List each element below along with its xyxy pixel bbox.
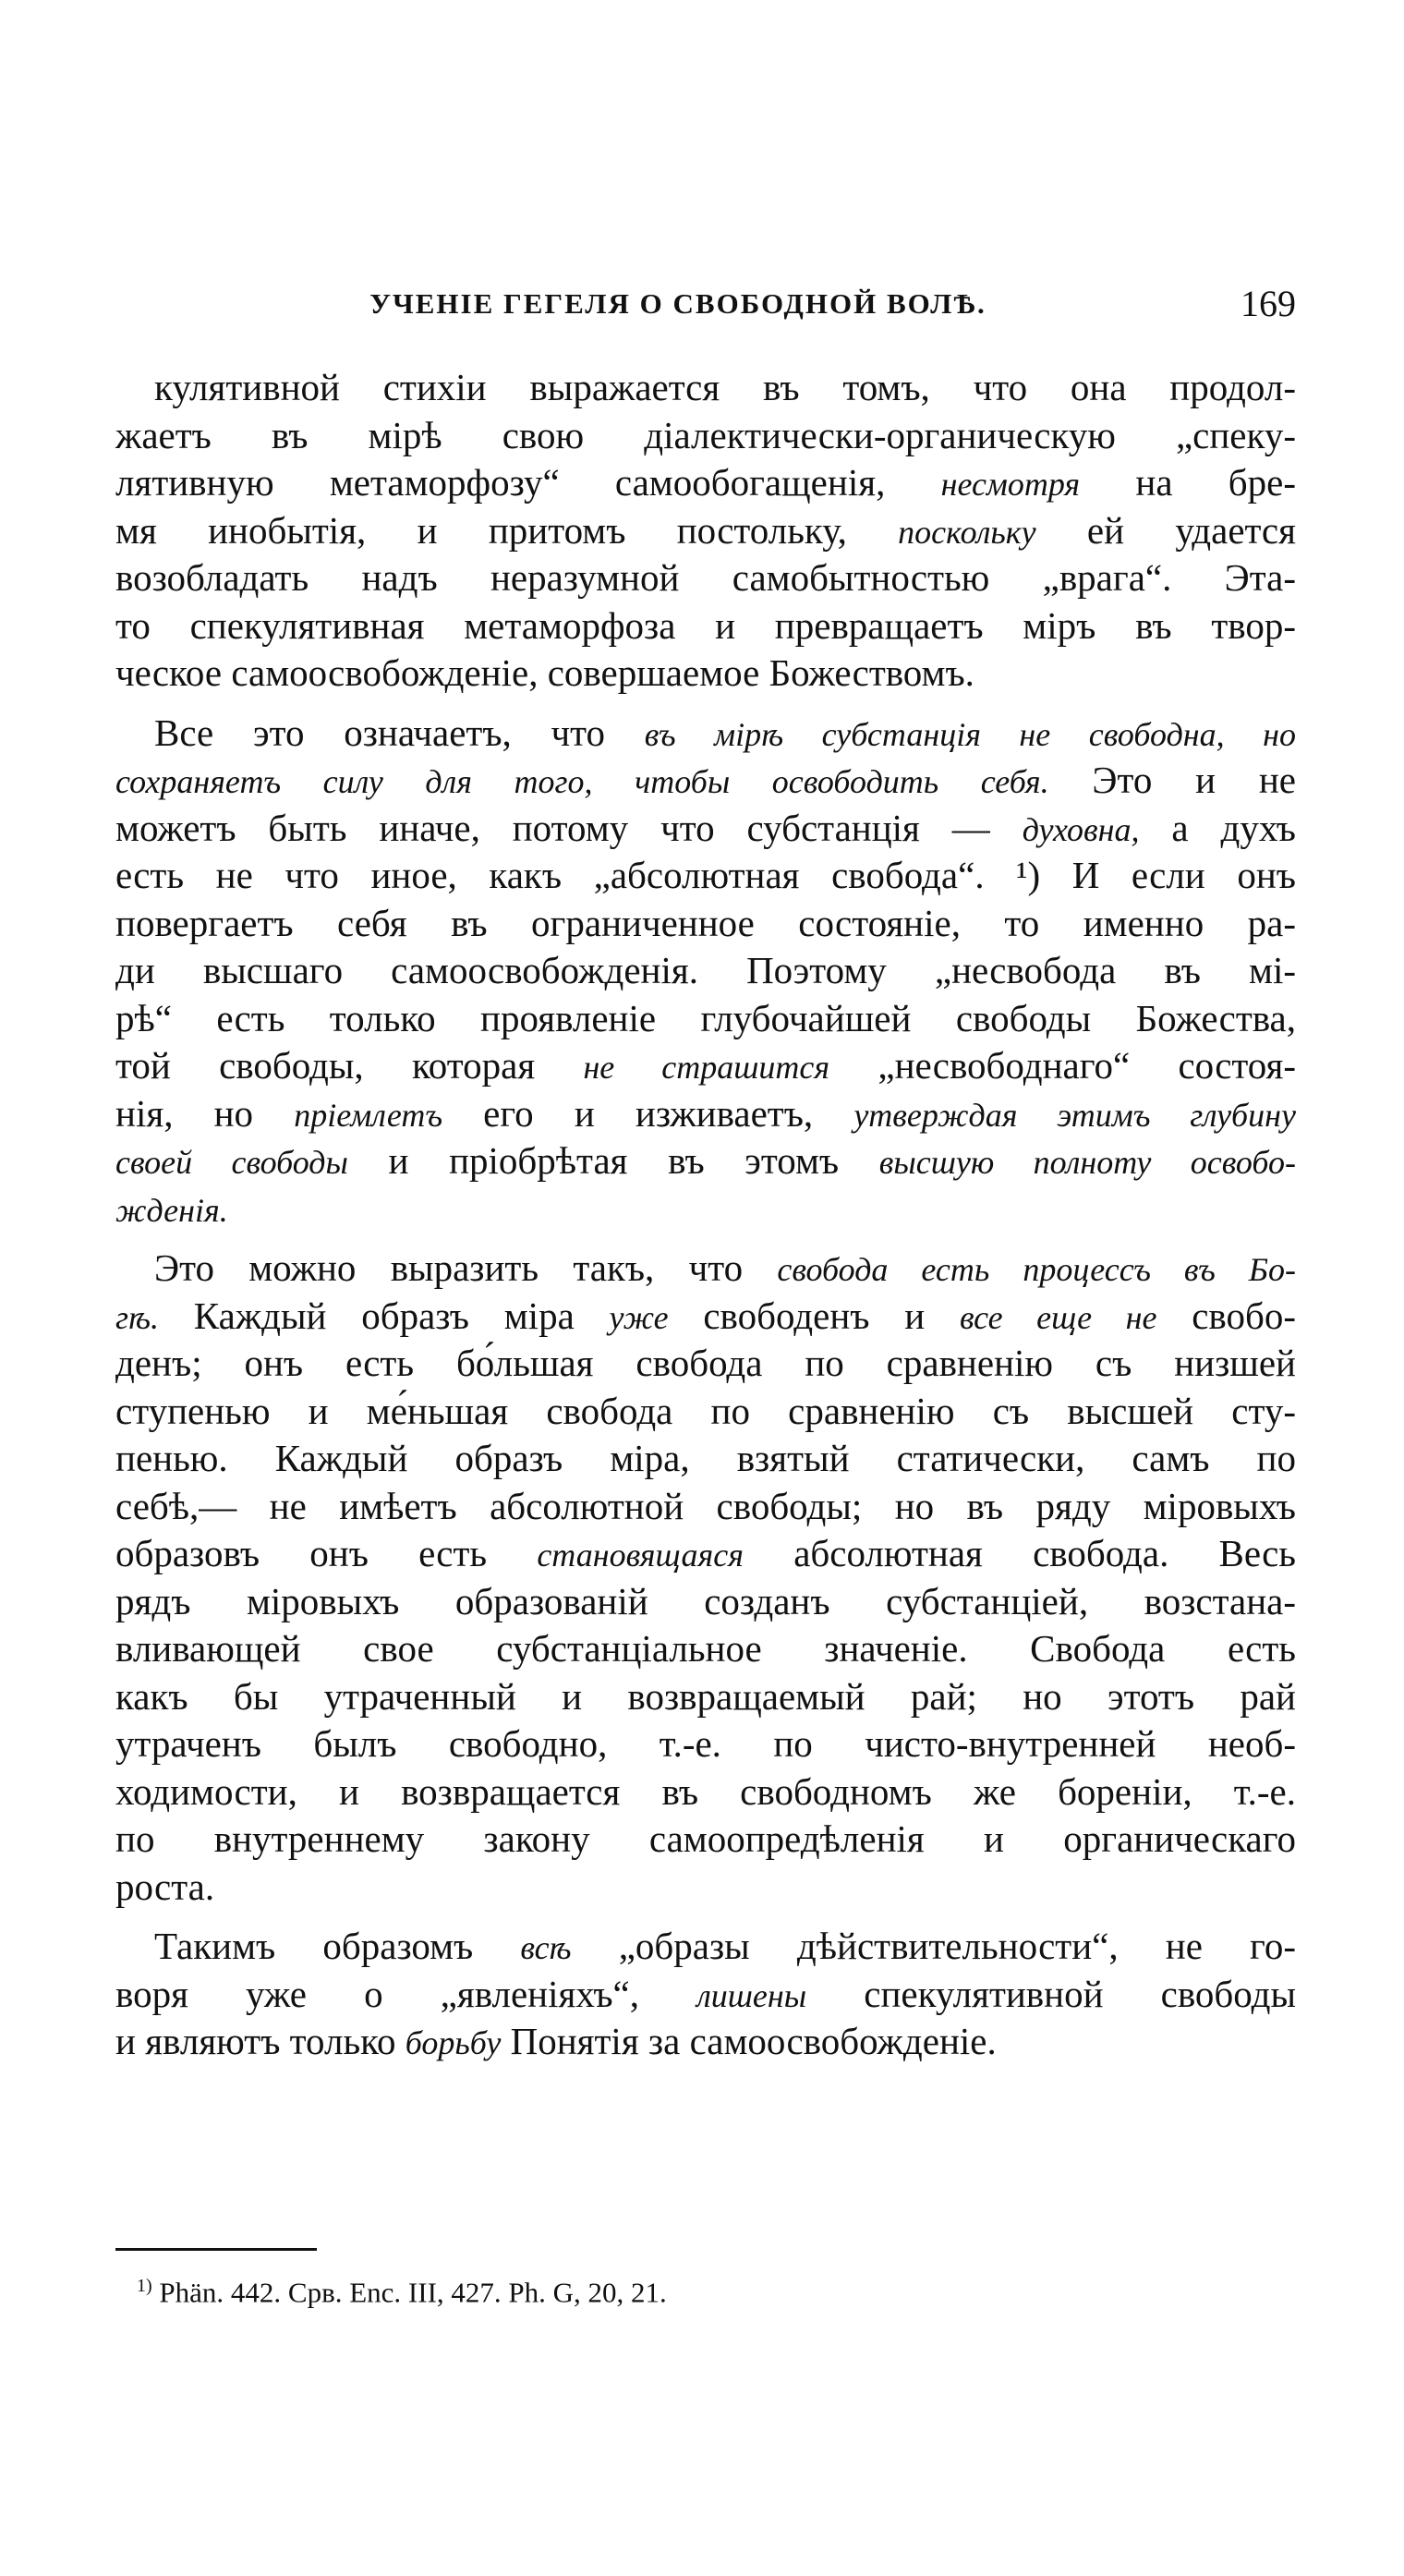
- text-line: [115, 1971, 1296, 2019]
- text-line: [115, 1293, 1296, 1341]
- text-segment: жаетъ въ мірѣ свою діалектически-органическую „спеку-: [115, 413, 1296, 456]
- text-segment: Каждый образъ міра: [159, 1294, 610, 1337]
- italic-text: не страшится: [583, 1049, 830, 1086]
- italic-text: уже: [609, 1298, 669, 1336]
- text-line: [115, 364, 1296, 412]
- text-segment: образовъ онъ есть: [115, 1532, 538, 1574]
- text-line: [115, 947, 1296, 995]
- text-line: [115, 1090, 1296, 1138]
- italic-text: сохраняетъ силу для того, чтобы освободить себя.: [115, 763, 1049, 800]
- italic-text: лишены: [696, 1976, 807, 2014]
- text-segment: спекулятивной свободы: [806, 1972, 1296, 2015]
- text-segment: Такимъ образомъ: [154, 1925, 521, 1967]
- running-title: УЧЕНІЕ ГЕГЕЛЯ О СВОБОДНОЙ ВОЛѢ.: [369, 287, 986, 320]
- text-segment: возобладать надъ неразумной самобытностью „врага“. Эта-: [115, 556, 1296, 599]
- text-segment: лятивную метаморфозу“ самообогащенія,: [115, 461, 941, 504]
- paragraph: [115, 364, 1296, 698]
- text-segment: ходимости, и возвращается въ свободномъ же бореніи, т.-е.: [115, 1769, 1296, 1813]
- italic-text: своей свободы: [115, 1144, 348, 1181]
- italic-text: высшую полноту освобо-: [878, 1144, 1297, 1181]
- text-line: [115, 1185, 1296, 1233]
- text-line: [115, 1483, 1296, 1531]
- text-segment: „несвободнаго“ состоя-: [829, 1044, 1296, 1087]
- text-segment: рѣ“ есть только проявленіе глубочайшей свободы Божества,: [115, 996, 1296, 1039]
- text-line: [115, 852, 1296, 900]
- text-segment: то спекулятивная метаморфоза и превращаетъ міръ въ твор-: [115, 603, 1296, 647]
- text-segment: его и изживаетъ,: [442, 1091, 854, 1135]
- text-line: [115, 602, 1296, 650]
- text-segment: утраченъ былъ свободно, т.-е. по чисто-внутренней необ-: [115, 1722, 1296, 1765]
- text-line: [115, 805, 1296, 853]
- text-segment: Все это означаетъ, что: [154, 711, 645, 754]
- text-segment: на бре-: [1080, 461, 1296, 504]
- text-line: [115, 995, 1296, 1043]
- text-line: [115, 1816, 1296, 1864]
- footnote-marker: 1): [137, 2276, 152, 2296]
- running-header: [115, 282, 1296, 328]
- italic-text: становящаяся: [537, 1537, 744, 1574]
- text-line: [115, 1245, 1296, 1293]
- text-line: [115, 554, 1296, 602]
- italic-text: свобода есть процессъ въ Бо-: [777, 1251, 1297, 1288]
- text-line: [115, 1530, 1296, 1578]
- text-line: [115, 1042, 1296, 1090]
- text-line: [115, 1340, 1296, 1388]
- italic-text: въ мірѣ субстанція не свободна, но: [644, 715, 1296, 753]
- text-segment: денъ; онъ есть бо́льшая свобода по сравненію съ низшей: [115, 1342, 1296, 1384]
- text-segment: Это можно выразить такъ, что: [154, 1246, 778, 1289]
- text-segment: той свободы, которая: [115, 1044, 584, 1087]
- text-segment: есть не что иное, какъ „абсолютная свобода“. ¹) И если онъ: [115, 854, 1296, 896]
- text-segment: а духъ: [1139, 806, 1297, 849]
- text-line: [115, 459, 1296, 507]
- text-segment: пенью. Каждый образъ міра, взятый статически, самъ по: [115, 1437, 1296, 1479]
- text-segment: какъ бы утраченный и возвращаемый рай; но этотъ рай: [115, 1674, 1296, 1718]
- italic-text: поскольку: [898, 513, 1036, 551]
- footnote-divider: [115, 2248, 317, 2251]
- text-segment: вливающей свое субстанціальное значеніе. Свобода есть: [115, 1627, 1296, 1670]
- text-line: [115, 650, 1296, 698]
- text-line: [115, 1864, 1296, 1912]
- italic-text: духовна,: [1022, 810, 1140, 848]
- text-segment: ей удается: [1035, 508, 1296, 552]
- text-line: [115, 1388, 1296, 1436]
- text-segment: и пріобрѣтая въ этомъ: [347, 1139, 879, 1182]
- text-line: [115, 1435, 1296, 1483]
- text-line: [115, 1673, 1296, 1721]
- text-segment: абсолютная свобода. Весь: [744, 1532, 1296, 1574]
- text-segment: Понятія за самоосвобожденіе.: [501, 2020, 997, 2062]
- italic-text: несмотря: [940, 466, 1081, 503]
- text-segment: по внутреннему закону самоопредѣленія и органическаго: [115, 1817, 1296, 1860]
- paragraph: [115, 1923, 1296, 2066]
- text-segment: роста.: [115, 1865, 215, 1908]
- paragraph: [115, 710, 1296, 1233]
- text-line: [115, 1720, 1296, 1768]
- text-line: [115, 1625, 1296, 1673]
- text-line: [115, 412, 1296, 460]
- text-segment: можетъ быть иначе, потому что субстанція —: [115, 806, 1023, 849]
- text-segment: ческое самоосвобожденіе, совершаемое Божествомъ.: [115, 651, 974, 694]
- body-text: [115, 364, 1296, 2078]
- text-segment: мя инобытія, и притомъ постольку,: [115, 508, 899, 552]
- italic-text: утверждая этимъ глубину: [853, 1096, 1296, 1134]
- footnote: [137, 2276, 667, 2309]
- italic-text: всѣ: [520, 1929, 572, 1966]
- text-segment: свобо-: [1156, 1294, 1296, 1337]
- text-segment: себѣ,— не имѣетъ абсолютной свободы; но въ ряду міровыхъ: [115, 1484, 1296, 1527]
- text-line: [115, 1768, 1296, 1817]
- text-line: [115, 1923, 1296, 1971]
- italic-text: гѣ.: [115, 1298, 160, 1336]
- text-line: [115, 507, 1296, 555]
- text-line: [115, 1137, 1296, 1185]
- text-segment: нія, но: [115, 1091, 295, 1135]
- text-segment: свободенъ и: [668, 1294, 960, 1337]
- text-line: [115, 1578, 1296, 1626]
- italic-text: борьбу: [405, 2024, 502, 2061]
- text-segment: Это и не: [1048, 759, 1296, 801]
- page-number: 169: [1241, 283, 1296, 324]
- text-segment: ди высшаго самоосвобожденія. Поэтому „несвобода въ мі-: [115, 949, 1296, 991]
- paragraph: [115, 1245, 1296, 1911]
- text-segment: „образы дѣйствительности“, не го-: [571, 1925, 1296, 1967]
- text-line: [115, 2018, 1296, 2066]
- text-line: [115, 757, 1296, 805]
- text-segment: повергаетъ себя въ ограниченное состояніе, то именно ра-: [115, 901, 1296, 944]
- text-line: [115, 710, 1296, 758]
- text-segment: рядъ міровыхъ образованій созданъ субстанціей, возстана-: [115, 1579, 1296, 1622]
- text-segment: ступенью и ме́ньшая свобода по сравненію съ высшей сту-: [115, 1389, 1296, 1432]
- italic-text: все еще не: [959, 1298, 1157, 1336]
- text-segment: кулятивной стихіи выражается въ томъ, что она продол-: [154, 366, 1296, 408]
- text-line: [115, 900, 1296, 948]
- text-segment: и являютъ только: [115, 2020, 405, 2062]
- italic-text: пріемлетъ: [294, 1096, 443, 1134]
- footnote-text: Phän. 442. Срв. Enc. III, 427. Ph. G, 20, 21.: [151, 2276, 667, 2309]
- text-segment: воря уже о „явленіяхъ“,: [115, 1972, 697, 2015]
- italic-text: жденія.: [115, 1191, 228, 1229]
